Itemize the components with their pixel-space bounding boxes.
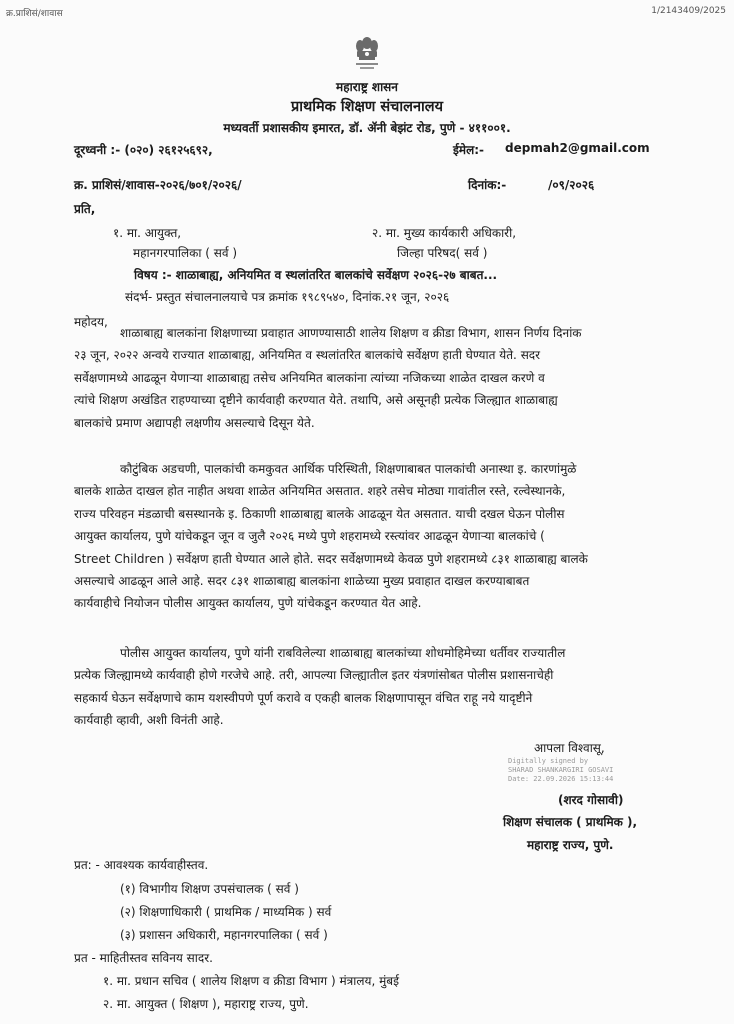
reference-line: संदर्भ- प्रस्तुत संचालनालयाचे पत्र क्रमांक १९८९५४०, दिनांक.२१ जून, २०२६ [125,290,450,304]
paragraph-line: असल्याचे आढळून आले आहे. सदर ८३१ शाळाबाह्य बालकांना शाळेच्या मुख्य प्रवाहात दाखल करण्याबाबत [74,574,530,589]
paragraph-line: कार्यवाही व्हावी, अशी विनंती आहे. [74,713,224,728]
paragraph-line: २३ जून, २०२२ अन्वये राज्यात शाळाबाह्य, अनियमित व स्थलांतरित बालकांचे सर्वेक्षण हाती घेण्यात येते. सदर [74,348,541,363]
header-line1: महाराष्ट्र शासन [336,80,398,94]
digital-signature-stamp [508,757,613,784]
paragraph-line: सर्वेक्षणामध्ये आढळून येणाऱ्या शाळाबाह्य तसेच अनियमित बालकांना त्यांच्या नजिकच्या शाळेत दाखल करणे व [74,370,545,385]
paragraph-line: Street Children ) सर्वेक्षण हाती घेण्यात आले होते. सदर सर्वेक्षणामध्ये केवळ पुणे शहरामध्ये ८३१ शाळाबाह्य बालके [74,551,588,566]
copy-action-item: (१) विभागीय शिक्षण उपसंचालक ( सर्व ) [120,882,299,896]
directorate-title: प्राथमिक शिक्षण संचालनालय [290,99,444,115]
digital-signature-line: Digitally signed by [508,757,589,765]
phone-number: दूरध्वनी :- (०२०) २६१२५६९२, [74,143,213,157]
paragraph-line: बालकांचे प्रमाण अद्यापही लक्षणीय असल्याचे दिसून येते. [74,415,315,430]
paragraph-3 [74,642,674,732]
paragraph-line: प्रत्येक जिल्ह्यामध्ये कार्यवाही होणे गरजेचे आहे. तरी, आपल्या जिल्ह्यातील इतर यंत्रणांसोबत पोलीस प्रशासनाचेही [74,668,554,683]
paragraph-1 [74,322,674,434]
subject-line: विषय :- शाळाबाह्य, अनियमित व स्थलांतरित बालकांचे सर्वेक्षण २०२६-२७ बाबत... [134,268,498,282]
copy-action-item: (३) प्रशासन अधिकारी, महानगरपालिका ( सर्व ) [120,928,328,942]
date-label: दिनांक:- [468,178,507,192]
paragraph-line: सहकार्य घेऊन सर्वेक्षणाचे काम यशस्वीपणे पूर्ण करावे व एकही बालक शिक्षणापासून वंचित राहू नये यादृष्टीने [74,690,533,705]
paragraph-line: बालके शाळेत दाखल होत नाहीत अथवा शाळेत अनियमित असतात. शहरे तसेच मोठ्या गावांतील रस्ते, रल्वेस्थानके, [74,484,566,499]
top-right-reference: 1/2143409/2025 [651,6,726,16]
email-label: ईमेल:- [453,143,484,157]
date-value: /०९/२०२६ [548,178,595,192]
signatory-place: महाराष्ट्र राज्य, पुणे. [527,838,614,852]
copy-action-item: (२) शिक्षणाधिकारी ( प्राथमिक / माध्यमिक ) सर्व [120,905,332,919]
paragraph-2 [74,458,674,615]
paragraph-line: पोलीस आयुक्त कार्यालय, पुणे यांनी राबविलेल्या शाळाबाह्य बालकांच्या शोधमोहिमेच्या धर्तीवर राज्यातील [120,646,566,660]
state-emblem-icon [350,34,384,74]
signatory-name: (शरद गोसावी) [558,793,624,807]
copy-action-label: प्रत: - आवश्यक कार्यवाहीस्तव. [74,858,209,872]
paragraph-line: आयुक्त कार्यालय, पुणे यांचेकडून जून व जुलै २०२६ मध्ये पुणे शहरामध्ये रस्त्यांवर आढळून येणाऱ्या बालकांचे ( [74,529,545,544]
recipient-2-line2: जिल्हा परिषद( सर्व ) [397,246,488,260]
signatory-title: शिक्षण संचालक ( प्राथमिक ), [503,815,638,829]
reference-number: क्र. प्राशिसं/शावास-२०२६/७०१/२०२६/ [74,178,242,192]
recipient-1-line2: महानगरपालिका ( सर्व ) [133,246,238,260]
copy-info-item: २. मा. आयुक्त ( शिक्षण ), महाराष्ट्र राज्य, पुणे. [103,997,309,1011]
to-label: प्रति, [74,202,96,216]
closing: आपला विश्वासू, [534,741,605,755]
digital-signature-line: SHARAD SHANKARGIRI GOSAVI [508,766,614,774]
paragraph-line: शाळाबाह्य बालकांना शिक्षणाच्या प्रवाहात आणण्यासाठी शालेय शिक्षण व क्रीडा विभाग, शासन निर्णय दिनांक [120,326,582,340]
paragraph-line: कार्यवाहीचे नियोजन पोलीस आयुक्त कार्यालय, पुणे यांचेकडून करण्यात येत आहे. [74,596,422,611]
paragraph-line: त्यांचे शिक्षण अखंडित राहण्याच्या दृष्टीने कार्यवाही करण्यात येते. तथापि, असे असूनही प्रत्येक जिल्ह्यात शाळाबाह्य [74,393,558,408]
digital-signature-line: Date: 22.09.2026 15:13:44 [508,775,614,783]
address-line: मध्यवर्ती प्रशासकीय इमारत, डॉ. ॲनी बेझंट रोड, पुणे - ४११००१. [223,121,511,135]
copy-info-label: प्रत - माहितीस्तव सविनय सादर. [74,951,213,965]
paragraph-line: राज्य परिवहन मंडळाची बसस्थानके इ. ठिकाणी शाळाबाह्य बालके आढळून येत असतात. याची दखल घेऊन पोलीस [74,506,565,521]
salutation: महोदय, [74,315,108,329]
top-left-reference: क्र.प्राशिसं/शावास [6,9,63,19]
recipient-2-line1: २. मा. मुख्य कार्यकारी अधिकारी, [372,226,517,240]
paragraph-line: कौटुंबिक अडचणी, पालकांची कमकुवत आर्थिक परिस्थिती, शिक्षणाबाबत पालकांची अनास्था इ. कारणांमुळे [120,462,577,476]
recipient-1-line1: १. मा. आयुक्त, [113,226,182,240]
email-link[interactable]: depmah2@gmail.com [505,141,650,155]
copy-info-item: १. मा. प्रधान सचिव ( शालेय शिक्षण व क्रीडा विभाग ) मंत्रालय, मुंबई [103,974,400,988]
